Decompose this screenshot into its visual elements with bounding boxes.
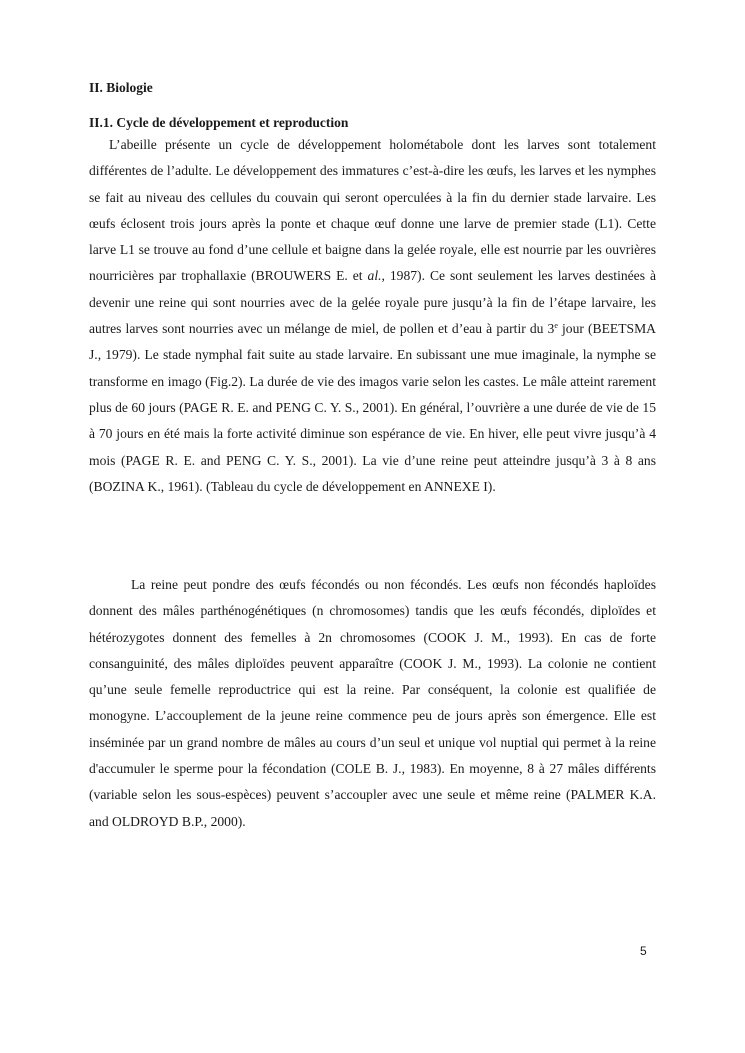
paragraph-development-cycle bbox=[89, 132, 656, 500]
paragraph-reproduction: La reine peut pondre des œufs fécondés ou non fécondés. Les œufs non fécondés haploïdes donnent des mâles parthénogénétiques (n chromosomes) tandis que les œufs fécondés, diploïdes et hétérozygotes donnent des femelles à 2n chromosomes (COOK J. M., 1993). En cas de forte consanguinité, des mâles diploïdes peuvent apparaître (COOK J. M., 1993). La colonie ne contient qu’une seule femelle reproductrice qui est la reine. Par conséquent, la colonie est qualifiée de monogyne. L’accouplement de la jeune reine commence peu de jours après son émergence. Elle est inséminée par un grand nombre de mâles au cours d’un seul et unique vol nuptial qui permet à la reine d'accumuler le sperme pour la fécondation (COLE B. J., 1983). En moyenne, 8 à 27 mâles différents (variable selon les sous-espèces) peuvent s’accoupler avec une seule et même reine (PALMER K.A. and OLDROYD B.P., 2000). bbox=[89, 577, 656, 829]
paragraph-text: L’abeille présente un cycle de développement holométabole dont les larves sont totalement différentes de l’adulte. Le développement des immatures c’est-à-dire les œufs, les larves et les nymphes se fait au niveau des cellules du couvain qui seront operculées à la fin du dernier stade larvaire. Les œufs éclosent trois jours après la ponte et chaque œuf donne une larve de premier stade (L1). Cette larve L1 se trouve au fond d’une cellule et baigne dans la gelée royale, elle est nourrie par les ouvrières nourricières par trophallaxie (BROUWERS E. et bbox=[89, 137, 656, 284]
italic-citation: al. bbox=[367, 268, 382, 284]
subsection-heading: II.1. Cycle de développement et reproduction bbox=[89, 115, 349, 130]
page-number: 5 bbox=[640, 944, 647, 958]
paragraph-text: jour (BEETSMA J., 1979). Le stade nymphal fait suite au stade larvaire. En subissant une mue imaginale, la nymphe se transforme en imago (Fig.2). La durée de vie des imagos varie selon les castes. Le mâle atteint rarement plus de 60 jours (PAGE R. E. and PENG C. Y. S., 2001). En général, l’ouvrière a une durée de vie de 15 à 70 jours en été mais la forte activité diminue son espérance de vie. En hiver, elle peut vivre jusqu’à 4 mois (PAGE R. E. and PENG C. Y. S., 2001). La vie d’une reine peut atteindre jusqu’à 3 à 8 ans (BOZINA K., 1961). (Tableau du cycle de développement en ANNEXE I). bbox=[89, 321, 656, 494]
superscript: e bbox=[554, 321, 558, 331]
section-heading: II. Biologie bbox=[89, 80, 153, 95]
paragraph-text: , 1987). Ce sont seulement les larves destinées à devenir une reine qui sont nourries avec de la gelée royale pure jusqu’à la fin de l’étape larvaire, les autres larves sont nourries avec un mélange de miel, de pollen et d’eau à partir du 3 bbox=[89, 268, 656, 337]
